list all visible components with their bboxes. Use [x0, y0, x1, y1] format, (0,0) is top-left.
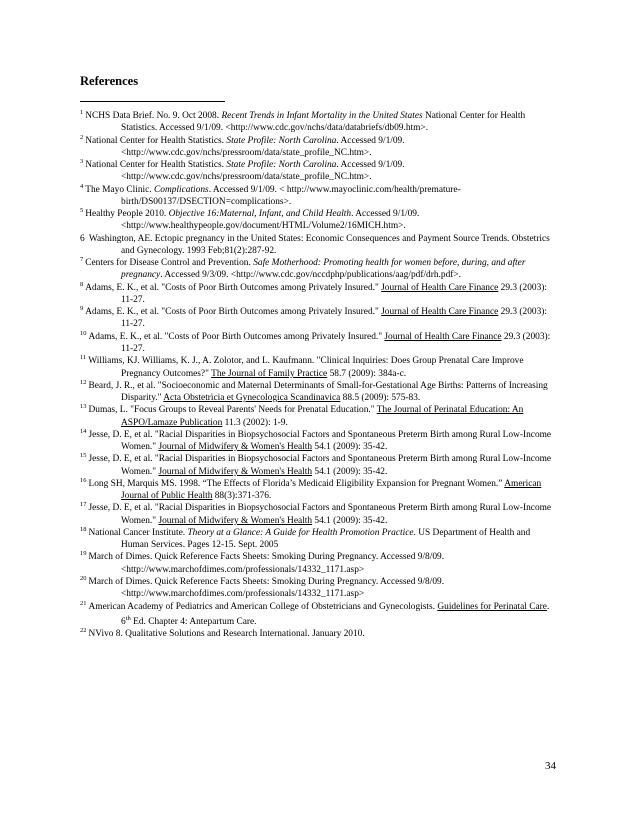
reference-item-4: [80, 184, 560, 209]
reference-text: Jesse, D. E, et al. "Racial Disparities in Biopsychosocial Factors and Spontaneous Preterm Birth among Rural Low-Income Women.": [88, 429, 552, 453]
reference-number: 22: [80, 627, 87, 635]
reference-item-5: [80, 208, 560, 233]
reference-text: Centers for Disease Control and Prevention.: [85, 258, 254, 269]
reference-text: . Accessed 9/1/09. <http://www.cdc.gov/nchs/pressroom/data/state_profile_NC.htm>.: [121, 135, 405, 158]
journal-title: The Journal of Family Practice: [211, 368, 328, 379]
reference-number: 12: [80, 378, 87, 386]
reference-item-9: [80, 306, 560, 331]
reference-text: Adams, E. K., et al. "Costs of Poor Birth Outcomes among Privately Insured.": [85, 282, 382, 293]
ordinal-suffix: th: [125, 614, 131, 622]
reference-title: Objective 16:Maternal, Infant, and Child Health: [168, 209, 352, 220]
footnote-separator: [80, 101, 225, 102]
reference-number: 14: [80, 427, 87, 435]
page-number: 34: [545, 760, 556, 772]
reference-number: 3: [80, 158, 84, 166]
reference-text: NVivo 8. Qualitative Solutions and Research International. January 2010.: [88, 629, 365, 640]
reference-list: [80, 110, 560, 640]
reference-title: Complications: [154, 184, 209, 195]
reference-item-1: [80, 110, 560, 135]
reference-text: Ed. Chapter 4: Antepartum Care.: [130, 616, 257, 627]
reference-item-8: [80, 282, 560, 307]
book-title: Guidelines for Perinatal Care: [437, 601, 547, 612]
reference-title: Theory at a Glance: A Guide for Health Promotion Practice: [187, 528, 414, 539]
reference-item-20: [80, 576, 560, 601]
reference-number: 9: [80, 305, 84, 313]
reference-item-2: [80, 135, 560, 160]
journal-title: Journal of Health Care Finance: [381, 307, 499, 318]
reference-number: 15: [80, 452, 87, 460]
reference-text: 54.1 (2009): 35-42.: [312, 466, 388, 477]
reference-item-17: [80, 502, 560, 527]
reference-number: 19: [80, 550, 87, 558]
reference-item-3: [80, 159, 560, 184]
reference-text: 11.3 (2002): 1-9.: [222, 417, 288, 428]
reference-number: 17: [80, 501, 87, 509]
reference-item-6: [80, 233, 560, 257]
reference-text: Washington, AE. Ectopic pregnancy in the United States: Economic Consequences and Payment Source Trends. Obstetrics and Gynecology. 1993 Feb;81(2):287-92.: [88, 233, 550, 256]
reference-text: Dumas, L. "Focus Groups to Reveal Parents' Needs for Prenatal Education.": [88, 405, 377, 416]
reference-text: March of Dimes. Quick Reference Facts Sheets: Smoking During Pregnancy. Accessed 9/8/09. <http://www.marchofdimes.com/professionals/14332_1171.asp>: [88, 577, 445, 600]
reference-text: . US Department of Health and Human Services. Pages 12-15. Sept. 2005: [121, 528, 531, 551]
journal-title: Journal of Midwifery & Women's Health: [158, 442, 313, 453]
reference-title: Safe Motherhood: Promoting health for women before, during, and after pregnancy: [121, 258, 526, 281]
reference-text: Long SH, Marquis MS. 1998. “The Effects of Florida’s Medicaid Eligibility Expansion for Pregnant Women.”: [88, 478, 505, 489]
reference-number: 2: [80, 133, 84, 141]
reference-text: . Accessed 9/1/09. <http://www.healthypeople.gov/document/HTML/Volume2/16MICH.htm>.: [121, 209, 420, 232]
journal-title: American Journal of Public Health: [121, 478, 542, 502]
reference-text: Adams, E. K., et al. "Costs of Poor Birth Outcomes among Privately Insured.": [85, 307, 382, 318]
reference-item-22: [80, 628, 560, 640]
reference-text: . Accessed 9/1/09. < http://www.mayoclinic.com/health/premature-birth/DS00137/DSECTION=complications>.: [121, 184, 461, 207]
reference-text: . Accessed 9/3/09. <http://www.cdc.gov/nccdphp/publications/aag/pdf/drh.pdf>.: [160, 270, 462, 281]
reference-number: 4: [80, 182, 84, 190]
reference-number: 7: [80, 256, 84, 264]
reference-number: 5: [80, 207, 84, 215]
reference-number: 10: [80, 329, 87, 337]
reference-number: 18: [80, 525, 87, 533]
reference-text: Healthy People 2010.: [85, 209, 169, 220]
reference-number: 8: [80, 280, 84, 288]
reference-text: . Accessed 9/1/09. <http://www.cdc.gov/nchs/pressroom/data/state_profile_NC.htm>.: [121, 160, 405, 183]
journal-title: Journal of Health Care Finance: [384, 331, 502, 342]
reference-text: 54.1 (2009): 35-42.: [312, 442, 388, 453]
reference-number: 21: [80, 599, 87, 607]
reference-item-18: [80, 527, 560, 552]
reference-item-21: [80, 601, 560, 629]
reference-text: 88(3):371-376.: [212, 491, 272, 502]
reference-item-19: [80, 551, 560, 576]
reference-text: National Center for Health Statistics.: [85, 160, 227, 171]
reference-text: 54.1 (2009): 35-42.: [312, 515, 388, 526]
reference-text: 29.3 (2003): 11-27.: [121, 282, 548, 305]
reference-text: National Cancer Institute.: [88, 528, 188, 539]
reference-number: 13: [80, 403, 87, 411]
reference-text: NCHS Data Brief. No. 9. Oct 2008.: [85, 111, 222, 122]
reference-number: 1: [80, 109, 84, 116]
reference-item-16: [80, 478, 560, 503]
reference-text: Jesse, D. E, et al. "Racial Disparities in Biopsychosocial Factors and Spontaneous Preterm Birth among Rural Low-Income Women.": [88, 503, 552, 526]
journal-title: Journal of Midwifery & Women's Health: [158, 466, 313, 477]
reference-text: National Center for Health Statistics. Accessed 9/1/09. <http://www.cdc.gov/nchs/data/databriefs/db09.htm>.: [121, 111, 526, 134]
reference-text: 88.5 (2009): 575-83.: [340, 393, 421, 404]
reference-number: 16: [80, 476, 87, 484]
journal-title: Acta Obstetricia et Gynecologica Scandinavica: [163, 393, 341, 404]
journal-title: Journal of Midwifery & Women's Health: [158, 515, 313, 526]
reference-text: Adams, E. K., et al. "Costs of Poor Birth Outcomes among Privately Insured.": [88, 331, 385, 342]
reference-number: 6: [80, 233, 85, 244]
journal-title: Journal of Health Care Finance: [381, 282, 499, 293]
reference-number: 11: [80, 354, 87, 362]
reference-item-14: [80, 429, 560, 454]
reference-item-13: [80, 404, 560, 429]
reference-text: National Center for Health Statistics.: [85, 135, 227, 146]
reference-text: 29.3 (2003): 11-27.: [121, 307, 548, 330]
reference-text: Jesse, D. E, et al. "Racial Disparities in Biopsychosocial Factors and Spontaneous Preterm Birth among Rural Low-Income Women.": [88, 454, 552, 477]
reference-number: 20: [80, 574, 87, 582]
reference-text: American Academy of Pediatrics and American College of Obstetricians and Gynecologists.: [88, 601, 438, 612]
reference-text: March of Dimes. Quick Reference Facts Sheets: Smoking During Pregnancy. Accessed 9/8/09. <http://www.marchofdimes.com/professionals/14332_1171.asp>: [88, 552, 445, 575]
reference-text: Beard, J. R., et al. "Socioeconomic and Maternal Determinants of Small-for-Gestational Age Births: Patterns of Increasing Disparity.": [88, 380, 548, 404]
reference-title: State Profile: North Carolina: [226, 160, 337, 171]
reference-title: State Profile: North Carolina: [226, 135, 337, 146]
reference-item-12: [80, 380, 560, 405]
reference-title: Recent Trends in Infant Mortality in the United States: [221, 111, 423, 122]
reference-text: 29.3 (2003): 11-27.: [121, 331, 551, 354]
reference-item-15: [80, 453, 560, 478]
reference-item-11: [80, 355, 560, 380]
journal-title: The Journal of Perinatal Education: An ASPO/Lamaze Publication: [121, 405, 524, 428]
reference-text: Williams, KJ. Williams, K. J., A. Zolotor, and L. Kaufmann. "Clinical Inquiries: Does Group Prenatal Care Improve Pregnancy Outcomes?": [88, 356, 524, 379]
references-heading: References: [80, 74, 139, 88]
reference-text: The Mayo Clinic.: [85, 184, 154, 195]
reference-text: . 6: [121, 601, 550, 627]
reference-item-7: [80, 257, 560, 282]
reference-text: 58.7 (2009): 384a-c.: [327, 368, 407, 379]
reference-item-10: [80, 331, 560, 356]
